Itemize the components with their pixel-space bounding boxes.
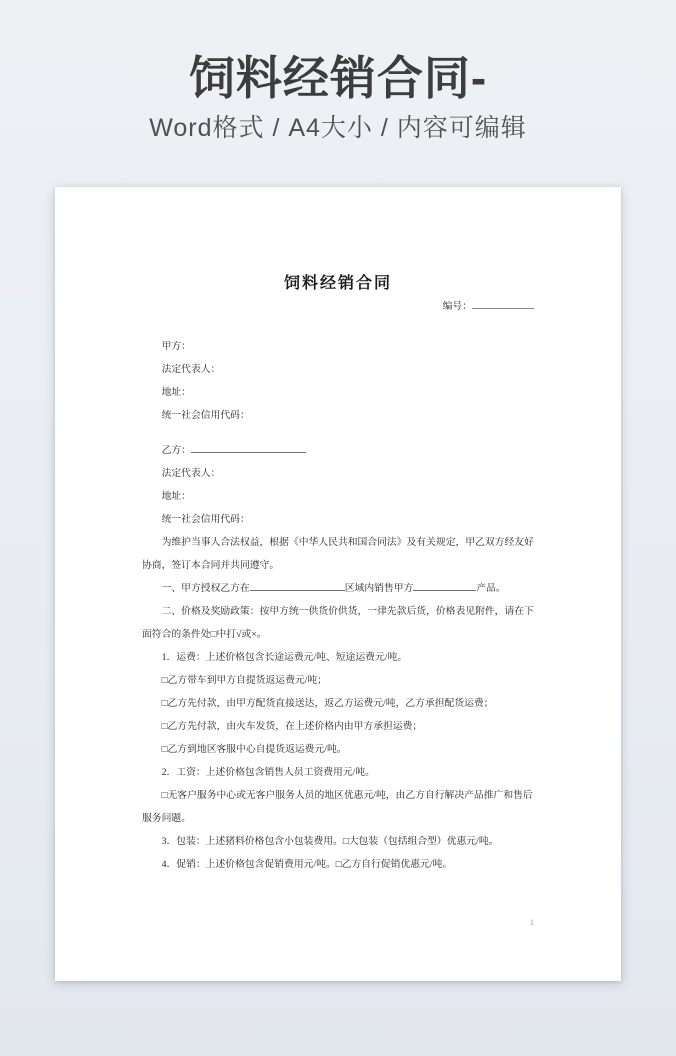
page-subtitle: Word格式 / A4大小 / 内容可编辑 (149, 114, 527, 142)
preview-header (0, 0, 676, 143)
item-checkbox-no-service-center: □无客户服务中心或无客户服务人员的地区优惠元/吨，由乙方自行解决产品推广和售后服务问题。 (142, 790, 533, 824)
number-blank-underline (472, 299, 534, 309)
party-b-address-line: 地址： (161, 491, 191, 502)
clause-one (142, 577, 534, 600)
product-blank-underline (413, 581, 476, 591)
party-a-address-line: 地址： (161, 387, 191, 398)
item-checkbox-self-pickup: □乙方带车到甲方自提货返运费元/吨； (161, 675, 327, 686)
contract-preamble: 为维护当事人合法权益，根据《中华人民共和国合同法》及有关规定，甲乙双方经友好协商，签订本合同并共同遵守。 (142, 537, 534, 571)
item-freight: 1．运费：上述价格包含长途运费元/吨、短途运费元/吨。 (161, 652, 408, 663)
clause-one-middle: 区域内销售甲方 (344, 583, 414, 594)
item-packaging: 3．包装：上述猪料价格包含小包装费用。□大包装（包括组合型）优惠元/吨。 (161, 836, 499, 847)
party-b-credit-code-line: 统一社会信用代码： (161, 514, 250, 525)
item-checkbox-delivery-by-party-a: □乙方先付款，由甲方配货直接送达，返乙方运费元/吨，乙方承担配货运费； (161, 698, 494, 709)
region-blank-underline (250, 581, 345, 591)
party-a-credit-code-line: 统一社会信用代码： (161, 410, 250, 421)
item-wages: 2．工资：上述价格包含销售人员工资费用元/吨。 (161, 767, 375, 778)
clause-one-suffix: 产品。 (476, 583, 506, 594)
item-promotion: 4．促销：上述价格包含促销费用元/吨。□乙方自行促销优惠元/吨。 (161, 859, 453, 870)
party-b-label: 乙方： (161, 445, 191, 456)
document-number-row (142, 295, 534, 318)
party-b-block (142, 439, 534, 531)
party-b-representative-line: 法定代表人： (161, 468, 221, 479)
party-a-name-line: 甲方： (161, 341, 191, 352)
party-a-representative-line: 法定代表人： (161, 364, 221, 375)
page-title: 饲料经销合同- (188, 52, 488, 104)
document-page (55, 187, 621, 981)
item-checkbox-service-center-pickup: □乙方到地区客服中心自提货返运费元/吨。 (161, 744, 347, 755)
number-label: 编号： (442, 301, 472, 312)
item-checkbox-train-shipping: □乙方先付款，由火车发货，在上述价格内由甲方承担运费； (161, 721, 423, 732)
party-b-name-line (142, 439, 534, 462)
page-number: 1 (529, 917, 534, 927)
document-title: 饲料经销合同 (283, 275, 392, 292)
clause-one-prefix: 一、甲方授权乙方在 (161, 583, 250, 594)
party-b-blank-underline (191, 443, 306, 453)
party-a-block (142, 335, 534, 427)
clause-two: 二、价格及奖励政策：按甲方统一供货价供货，一律先款后货，价格表见附件，请在下面符合的条件处□中打√或×。 (142, 606, 534, 640)
